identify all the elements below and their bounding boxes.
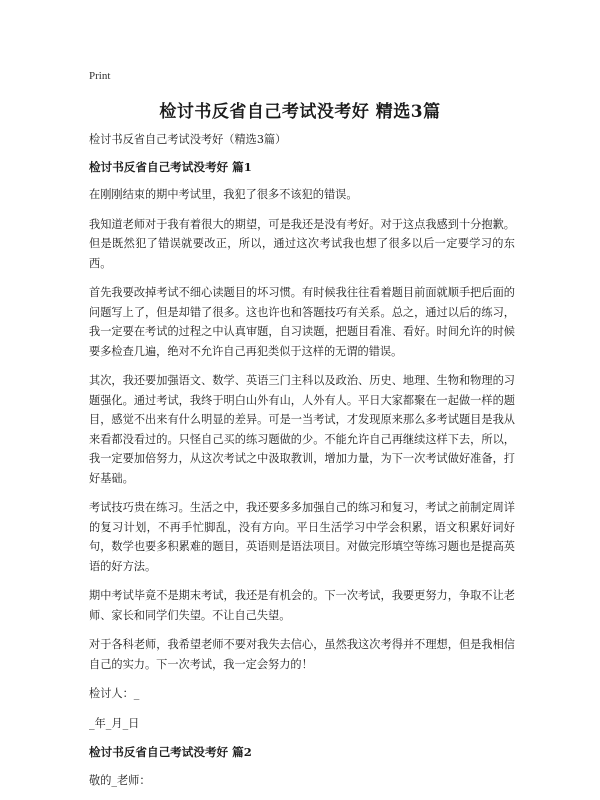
section-heading-1: 检讨书反省自己考试没考好 篇1	[89, 159, 252, 174]
paragraph: 我知道老师对于我有着很大的期望，可是我还是没有考好。对于这点我感到十分抱歉。但是既然犯了错误就要改正，所以，通过这次考试我也想了很多以后一定要学习的东西。	[89, 217, 515, 270]
section-heading-2: 检讨书反省自己考试没考好 篇2	[89, 745, 252, 759]
paragraph: 对于各科老师，我希望老师不要对我失去信心，虽然我这次考得并不理想，但是我相信自己的实力。下一次考试，我一定会努力的！	[89, 638, 515, 671]
signer-line: 检讨人：_	[89, 687, 140, 700]
print-label[interactable]: Print	[89, 70, 111, 82]
paragraph: 期中考试毕竟不是期末考试，我还是有机会的。下一次考试，我要更努力，争取不让老师、家长和同学们失望。不让自己失望。	[89, 589, 515, 622]
document-title: 检讨书反省自己考试没考好 精选3篇	[159, 102, 441, 122]
paragraph: 考试技巧贵在练习。生活之中，我还要多多加强自己的练习和复习，考试之前制定周详的复习计划，不再手忙脚乱，没有方向。平日生活学习中学会积累，语文积累好词好句，数学也要多积累难的题目，英语则是语法项目。对做完形填空等练习题也是提高英语的好方法。	[89, 501, 515, 573]
paragraph: 首先我要改掉考试不细心读题目的坏习惯。有时候我往往看着题目前面就顺手把后面的问题写上了，但是却错了很多。这也许也和答题技巧有关系。总之，通过以后的练习，我一定要在考试的过程之中认真审题，自习读题，把题目看准、看好。时间允许的时候要多检查几遍，绝对不允许自己再犯类似于这样的无谓的错误。	[89, 286, 515, 358]
date-line: _年_月_日	[89, 716, 140, 730]
greeting-line: 敬的_老师：	[89, 773, 151, 787]
document-body	[89, 130, 515, 800]
paragraph: 在刚刚结束的期中考试里，我犯了很多不该犯的错误。	[89, 188, 358, 201]
document-subtitle: 检讨书反省自己考试没考好（精选3篇）	[89, 133, 287, 146]
paragraph: 其次，我还要加强语文、数学、英语三门主科以及政治、历史、地理、生物和物理的习题强化。通过考试，我终于明白山外有山，人外有人。平日大家都聚在一起做一样的题目，感觉不出来有什么明显的差异。可是一当考试，才发现原来那么多考试题目是我从来看都没看过的。只怪自己买的练习题做的少。不能允许自己再继续这样下去，所以，我一定要加倍努力，从这次考试之中汲取教训，增加力量，为下一次考试做好准备，打好基础。	[89, 374, 515, 485]
